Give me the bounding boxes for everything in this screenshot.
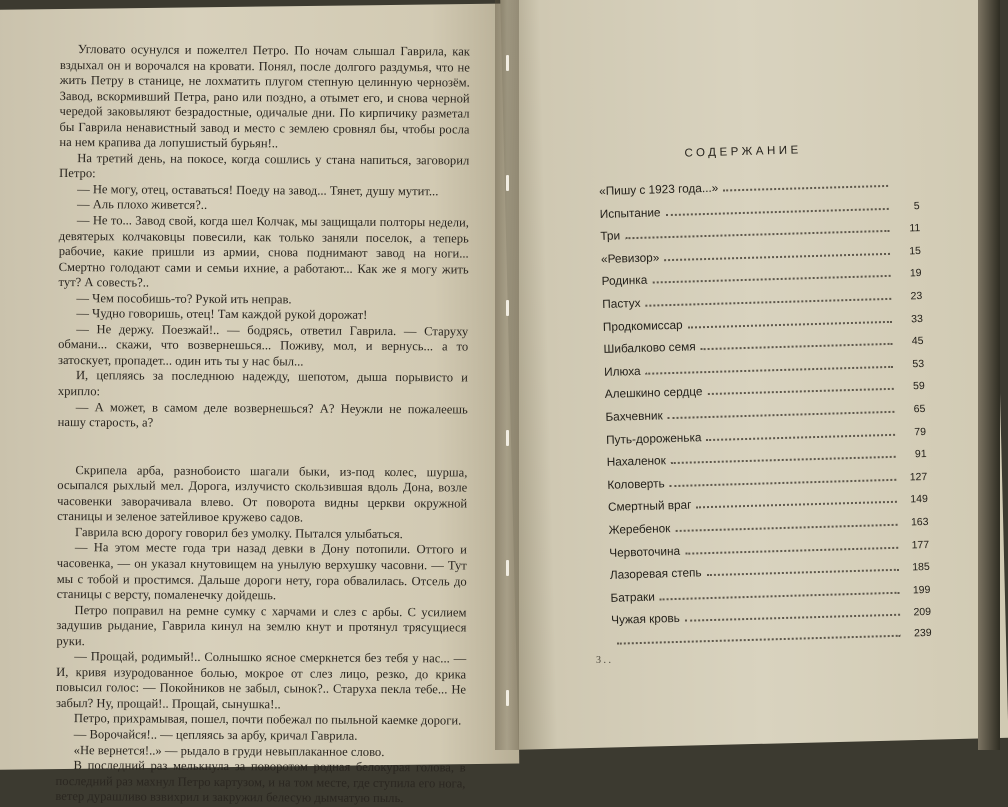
toc-entry-page: 65 [913,402,926,416]
toc-entry-title: Алешкино сердце [604,384,703,402]
paragraph: Петро, прихрамывая, пошел, почти побежал по пыльной каемке дороги. [73,711,462,728]
page-mark: 3 . . [596,655,611,666]
table-of-contents [598,141,932,658]
toc-leader-dots [660,591,900,600]
toc-entry-page: 79 [914,425,927,438]
toc-entry-page: 19 [909,267,922,280]
toc-entry-title: Продкомиссар [602,317,683,334]
toc-leader-dots [723,185,888,192]
toc-leader-dots [617,635,901,645]
toc-entry-page: 177 [911,538,930,551]
toc-entry-page: 33 [910,312,924,325]
toc-entry-title: Родинка [601,273,648,289]
paragraph: В последний раз мелькнула за поворотом родная белокурая голова, в последний раз махнул Петро картузом, и на том месте, где ступила его нога, ветер дурашливо взвихрил и закружил белесую дымчатую пыль. [55,758,466,806]
left-page-text [55,42,470,807]
paragraph: Петро поправил на ремне сумку с харчами и слез с арбы. С усилием задушив рыдание, Гаврила кинул на землю кнут и протянул трясущиеся руки. [56,602,467,648]
toc-leader-dots [685,546,898,554]
toc-leader-dots [652,275,890,284]
toc-entry-page [893,186,919,187]
toc-entry-title: Жеребенок [608,521,671,537]
toc-leader-dots [706,433,895,440]
toc-entry-page: 15 [909,244,922,258]
toc-list [599,175,932,658]
paragraph: И, цепляясь за последнюю надежду, шепотом, дыша порывисто и хрипло: [57,368,468,399]
toc-entry-title: Чужая кровь [610,611,681,628]
toc-entry-title: Шибалково семя [603,339,696,357]
paragraph: Угловато осунулся и пожелтел Петро. По ночам слышал Гаврила, как вздыхал он и ворочался на кровати. Понял, после долгого раздумья, что не жить Петру в станице, не лохматить плугом степную целинную чернозём. Завод, вскормивший Петра, рано или поздно, а отымет его, и снова черной чередой заковыляют безрадостные, одичалые дни. По кирпичику разметал бы Гаврила ненавистный завод и место с землею сровнял бы, чтобы росла на нем крапива да лопушистый бурьян!.. [59,42,470,151]
toc-entry-title: Смертный враг [607,497,692,515]
toc-title: СОДЕРЖАНИЕ [684,144,802,160]
binding-stitch [506,430,509,446]
toc-entry-page: 23 [910,289,923,303]
toc-leader-dots [670,479,897,487]
toc-leader-dots [646,298,892,307]
toc-entry-page: 127 [909,470,928,484]
toc-entry-title: Червоточина [609,543,681,560]
toc-entry-page: 91 [914,448,927,461]
toc-entry-page: 53 [912,357,925,371]
toc-leader-dots [688,320,892,328]
paragraph: — Аль плохо живется?.. [76,197,208,213]
toc-entry-title: Нахаленок [606,453,666,470]
toc-leader-dots [666,207,889,215]
paragraph: — Не то... Завод свой, когда шел Колчак, мы защищали полторы недели, девятерых колчаковцы повесили, как только заняли поселок, а теперь рабочие, какие пришли из армии, снова поднимают завод на ноги... Смертно голодают сами и семьи ихние, а работают... Как же я могу жить тут? А совесть?.. [58,213,469,290]
toc-leader-dots [671,456,896,464]
toc-entry-title: Коловерть [607,475,665,492]
toc-entry-title: «Ревизор» [600,250,660,266]
paragraph: Гаврила всю дорогу говорил без умолку. Пытался улыбаться. [74,524,403,541]
toc-entry-title: Илюха [603,363,641,379]
toc-leader-dots [696,501,897,509]
toc-entry-title: Лазоревая степь [609,565,702,582]
paragraph: — Чем пособишь-то? Рукой ить неправ. [76,290,292,307]
paragraph: — На этом месте года три назад девки в Дону потопили. Оттого и часовенка, — он указал кнутовищем на унылую верхушку часовни. — Тут мы с тобой и простимся. Дальше дороги нету, гора обвалилась. Отсель до станицы с версту, помаленечку дойдешь. [56,540,467,603]
paragraph: «Не вернется!..» — рыдало в груди невыплаканное слово. [73,742,385,759]
toc-leader-dots [707,569,899,576]
toc-entry-title: Три [600,228,621,244]
paragraph: — Не держу. Поезжай!.. — бодрясь, ответил Гаврила. — Старуху обмани... скажи, что возвернешься... Поживу, мол, и вернусь... а то затоскует, пропадет... один ить ты у нас был... [58,321,469,369]
binding-stitch [506,175,509,191]
binding-stitch [506,55,509,71]
toc-entry-page: 5 [913,199,920,212]
toc-leader-dots [675,524,897,532]
toc-entry-title: Батраки [610,589,656,605]
paragraph: На третий день, на покосе, когда сошлись у стана напиться, заговорил Петро: [59,150,470,181]
toc-entry-title: Путь-дороженька [605,429,702,447]
toc-entry-title: Бахчевник [605,408,663,424]
paragraph: — Не могу, отец, оставаться! Поеду на завод... Тянет, душу мутит... [77,182,439,199]
toc-entry-page: 11 [909,222,921,235]
paragraph: — Ворочайся!.. — цепляясь за арбу, кричал Гаврила. [73,727,358,743]
toc-leader-dots [664,253,890,261]
toc-entry-title: «Пишу с 1923 года...» [598,180,719,198]
toc-entry-title: Испытание [599,204,661,221]
toc-entry-page: 239 [913,626,932,640]
toc-leader-dots [685,614,900,622]
toc-entry-page: 59 [912,380,925,393]
binding-stitch [506,690,509,706]
paragraph: — А может, в самом деле возвернешься? А? Неужли не пожалеешь нашу старость, а? [57,399,468,430]
paragraph: — Чудно говоришь, отец! Там каждой рукой дорожат! [76,306,368,323]
toc-entry-page: 45 [911,335,924,348]
book-gutter [495,0,519,750]
toc-leader-dots [625,230,889,239]
toc-entry-page: 149 [910,493,929,506]
toc-entry-page: 185 [912,560,930,574]
toc-entry-page: 199 [912,583,931,597]
toc-entry-page: 163 [910,515,929,529]
binding-stitch [506,300,509,316]
toc-leader-dots [668,411,895,419]
toc-entry-page: 209 [913,606,932,619]
binding-stitch [506,560,509,576]
toc-leader-dots [708,388,894,395]
paragraph: — Прощай, родимый!.. Солнышко ясное смеркнется без тебя у нас... — И, кривя изуродованное болью, мокрое от слез лицо, резко, до крика повысил голос: — Покойников не забыл, сынок?.. Старуха пекла тебе... Не забыл? Ну, прощай!.. Прощай, сынушка!.. [55,649,467,712]
toc-leader-dots [701,343,893,350]
section-break [57,431,467,466]
book-cover-edge [978,0,1000,750]
paragraph: Скрипела арба, разнобоисто шагали быки, из-под колес, шурша, осыпался рыхлый мел. Дорога, излучисто скользившая вдоль Дона, возле часовенки заворачивала влево. От поворота видны церкви окружной станицы и зеленое затейливое кружево садов. [57,462,468,525]
toc-entry-title: Пастух [602,295,641,311]
toc-leader-dots [646,366,894,375]
